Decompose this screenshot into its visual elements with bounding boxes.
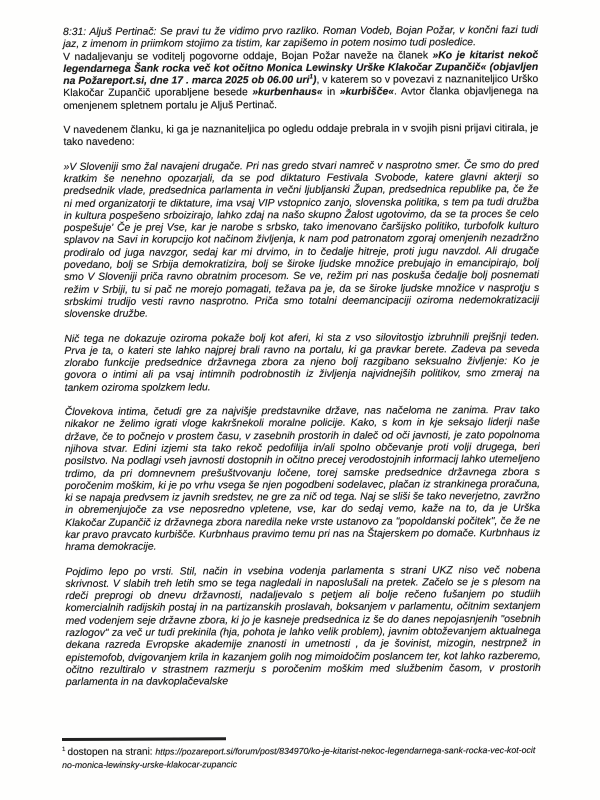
footnote [62, 736, 538, 772]
footnote-label: dostopen na strani: [67, 746, 156, 758]
quote-paragraph-2: Nič tega ne dokazuje oziroma pokaže bolj kot aferi, ki sta z vso silovitostjo izbruhnili prejšnji teden. Prva je ta, o kateri ste lahko najprej brali ravno na portalu, ki ga pravkar berete. Zadeva pa seveda zlorabo funkcije predsednice državnega zbora za njeno bolj razgibano seksualno življenje: Ko je govora o intimi ali pa vsaj intimnih podrobnostih iz življenja najvidnejših politikov, smo zmeraj na tankem oziroma spolzkem ledu. [64, 331, 540, 394]
footnote-url-link: https://pozareport.si/forum/post/834970/ko-je-kitarist-nekoc-legendarnega-sank-rocka-vec-kot-ocitno-monica-lewinsky-urske-klakocar-zupancic [62, 744, 536, 770]
quote-paragraph-4: Pojdimo lepo po vrsti. Stil, način in vsebina vodenja parlamenta s strani UKZ niso več nobena skrivnost. V slabih treh letih smo se tega nagledali in naposlušali na pretek. Začelo se je s plesom na rdeči preprogi ob dnevu državnosti, nadaljevalo s petjem ali bolje rečeno fušanjem po studiih komercialnih radijskih postaj in na partizanskih proslavah, boksanjem v parlamentu, očitnim sextanjem med vodenjem seje državne zbora, ki jo je kasneje predsednica iz še do danes nepojasnjenih "osebnih razlogov" za več ur tudi prekinila (hja, pohota je lahko velik problem), javnim obtoževanjem aktualnega dekana razreda Evropske akademije znanosti in umetnosti , da je šovinist, mizogin, nestrpnež in epistemofob, dvigovanjem krila in kazanjem golih nog mimoidočim poslancem ter, kot lahko razberemo, očitno rezultiralo v strastnem razmerju s poročenim moškim med službenim časom, v prostorih parlamenta in na davkoplačevalske [65, 564, 541, 689]
citation-intro-paragraph: V navedenem članku, ki ga je naznaniteljica po ogledu oddaje prebrala in v svojih pisni prijavi citirala, je tako navedeno: [63, 123, 539, 149]
document-body [63, 25, 541, 702]
footnote-text [62, 744, 538, 772]
footnote-marker: 1 [62, 745, 66, 753]
testimony-paragraph: 8:31: Aljuš Pertinač: Se pravi tu že vidimo prvo razliko. Roman Vodeb, Bojan Požar, v končni fazi tudi jaz, z imenom in priimkom stojimo za tistim, kar zapišemo in potem nosimo tudi posledice. V nadaljevanju se voditelj pogovorne oddaje, Bojan Požar naveže na članek »Ko je kitarist nekoč legendarnega Šank rocka več kot očitno Monica Lewinsky Urške Klakočar Zupančič« (objavljen na Požareport.si, dne 17 . marca 2025 ob 06.00 uri$^1$), v katerem so v povezavi z naznaniteljico Urško Klakočar Zupančič uporabljene besede »kurbenhaus« in »kurbišče«. Avtor članka objavljenega na omenjenem spletnem portalu je Aljuš Pertinač. [63, 24, 539, 112]
quote-paragraph-1: »V Sloveniji smo žal navajeni drugače. Pri nas gredo stvari namreč v nasprotno smer. Če smo do pred kratkim še nenehno opozarjali, da se pod diktaturo Festivala Svobode, katere glavni akterji so predsednik vlade, predsednica parlamenta in večni ljubljanski Župan, predsednica republike pa, če že ni med organizatorji te diktature, ima vsaj VIP vstopnico zanjo, slovenska politika, s tem pa tudi družba in kultura pospešeno srboizirajo, lahko zdaj na našo skupno Žalost ugotovimo, da se ta proces še celo pospešuje' Če je prej Vse, kar je narobe s srbsko, tako imenovano čaršijsko politiko, turbofolk kulturo splavov na Savi in korupcijo kot načinom življenja, k nam pod patronatom zgoraj omenjenih nezadržno prodiralo od juga navzgor, sedaj kar mi drvimo, in to čedalje hitreje, proti jugu navzdol. Ali drugače povedano, bolj se Srbija demokratizira, bolj se široke ljudske množice prebujajo in emancipirajo, bolj smo V Sloveniji priča ravno obratnim procesom. Se ve, režim pri nas poskuša čedalje bolj posnemati režim v Srbiji, tu si pač ne morejo pomagati, težava pa je, da se široke ljudske množice v nasprotju s srbskimi trudijo vesti ravno nasprotno. Priča smo totalni deemancipaciji oziroma nedemokratizaciji slovenske družbe. [63, 159, 540, 321]
quote-paragraph-3: Človekova intima, četudi gre za najvišje predstavnike države, nas načeloma ne zanima. Prav tako nikakor ne želimo igrati vloge kakršnekoli moralne policije. Kako, s kom in kje seksajo liderji naše države, če to počnejo v prostem času, v zasebnih prostorih in daleč od oči javnosti, je zato popolnoma njihova stvar. Edini izjemi sta tako rekoč pedofilija in/ali spolno občevanje proti volji drugega, beri posilstvo. Na podlagi vseh javnosti dostopnih in očitno precej verodostojnih informacij lahko utemeljeno trdimo, da pri domnevnem prešuštvovanju ločene, torej samske predsednice državnega zbora s poročenim moškim, ki je po vrhu vsega še njen pogodbeni sodelavec, plačan iz strankinega proračuna, ki se napaja predvsem iz javnih sredstev, ne gre za nič od tega. Naj se sliši še tako neverjetno, zavržno in obremenjujoče za vse neposredno vpletene, vse, kar do sedaj vemo, kaže na to, da je Urška Klakočar Zupančič iz državnega zbora naredila neke vrste ustanovo za "popoldanski počitek", če že ne kar pravo pravcato kurbišče. Kurbnhaus pravimo temu pri nas na Štajerskem po domače. Kurbnhaus iz hrama demokracije. [64, 404, 541, 554]
footnote-separator-line [62, 737, 226, 741]
